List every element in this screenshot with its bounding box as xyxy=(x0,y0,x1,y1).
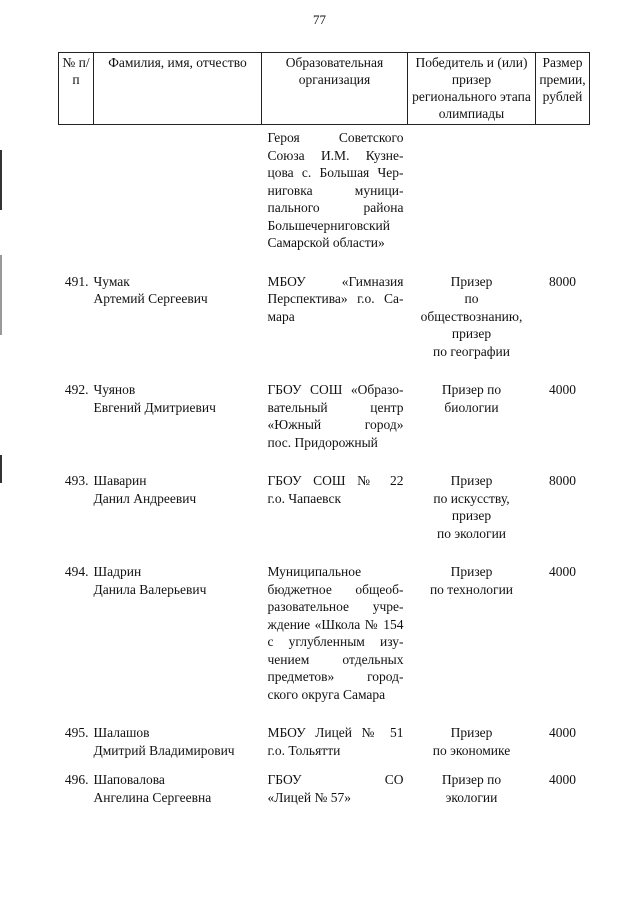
org-line: Героя Советского xyxy=(267,130,404,145)
header-number: № п/п xyxy=(59,53,94,125)
full-name-cell xyxy=(94,381,262,472)
org-line: цова с. Большая Чер- xyxy=(267,165,404,180)
winner-line: Призер по xyxy=(441,382,502,397)
org-line: г.о. Чапаевск xyxy=(267,490,342,506)
table-row xyxy=(59,771,590,827)
full-name-cell xyxy=(94,771,262,827)
table-row xyxy=(59,381,590,472)
organization-cell xyxy=(262,771,408,827)
org-line: Союза И.М. Кузне- xyxy=(267,147,404,163)
full-name-cell xyxy=(94,472,262,563)
org-line: г.о. Тольятти xyxy=(267,742,341,758)
row-number: 495. xyxy=(64,725,89,740)
prize-amount: 4000 xyxy=(549,382,576,397)
org-line: мара xyxy=(267,308,295,324)
winner-line: по экологии xyxy=(436,525,507,541)
org-line: МБОУ «Гимназия xyxy=(267,273,404,289)
org-line: ниговка муници- xyxy=(267,182,404,198)
table-row xyxy=(59,273,590,382)
winner-status-cell xyxy=(408,381,536,472)
org-line: ГБОУ СОШ № 22 xyxy=(267,473,404,488)
page-number: 77 xyxy=(313,12,326,27)
winner-line: экологии xyxy=(445,789,498,805)
winner-line: по технологии xyxy=(429,581,514,597)
winner-line: биологии xyxy=(444,399,499,415)
first-and-patronymic: Евгений Дмитриевич xyxy=(93,399,216,415)
scan-edge-mark-bottom xyxy=(0,455,2,483)
winner-status-cell xyxy=(408,771,536,827)
continuation-organization xyxy=(262,125,408,273)
winner-line: по xyxy=(464,291,479,306)
last-name: Шадрин xyxy=(93,564,142,579)
scan-edge-mark-top xyxy=(0,150,2,210)
organization-cell xyxy=(262,381,408,472)
org-line: бюджетное общеоб- xyxy=(267,581,404,597)
first-and-patronymic: Ангелина Сергеевна xyxy=(93,789,212,805)
last-name: Чумак xyxy=(93,273,130,289)
table-row xyxy=(59,472,590,563)
organization-cell xyxy=(262,273,408,382)
last-name: Чуянов xyxy=(93,382,136,397)
header-full-name: Фамилия, имя, отчество xyxy=(94,53,262,125)
winner-line: Призер xyxy=(450,725,493,740)
org-line: ского округа Самара xyxy=(267,686,386,702)
org-line: «Южный город» xyxy=(267,417,404,432)
winner-line: обществознанию, xyxy=(420,308,523,324)
winner-status-cell xyxy=(408,273,536,382)
row-number: 494. xyxy=(64,564,89,579)
header-organization: Образовательная организация xyxy=(262,53,408,125)
first-and-patronymic: Данил Андреевич xyxy=(93,490,197,506)
winner-line: призер xyxy=(451,508,492,523)
org-line: ждение «Школа № 154 xyxy=(267,616,404,632)
last-name: Шаварин xyxy=(93,473,147,488)
prize-amount: 4000 xyxy=(549,772,576,787)
winner-status-cell xyxy=(408,563,536,724)
row-number: 491. xyxy=(64,273,89,289)
first-and-patronymic: Данила Валерьевич xyxy=(93,581,207,597)
full-name-cell xyxy=(94,563,262,724)
row-number: 493. xyxy=(64,473,89,488)
winner-line: призер xyxy=(451,326,492,341)
full-name-cell xyxy=(94,724,262,771)
org-line: чением отдельных xyxy=(267,651,404,667)
row-number: 496. xyxy=(64,772,89,787)
last-name: Шаповалова xyxy=(93,772,165,787)
prize-amount: 4000 xyxy=(549,725,576,740)
org-line: ГБОУ СОШ «Образо- xyxy=(267,382,404,397)
awards-table xyxy=(58,52,590,827)
winner-line: по экономике xyxy=(432,742,511,758)
winner-line: Призер по xyxy=(441,772,502,787)
prize-amount: 8000 xyxy=(549,473,576,488)
prize-amount: 4000 xyxy=(549,564,576,579)
winner-line: по географии xyxy=(433,343,510,359)
org-line: ГБОУ СО xyxy=(267,772,404,787)
org-line: с углубленным изу- xyxy=(267,634,404,649)
last-name: Шалашов xyxy=(93,725,150,740)
header-winner-status: Победитель и (или) призер регионального этапа олимпиады xyxy=(408,53,536,125)
org-line: Самарской области» xyxy=(267,235,385,250)
winner-status-cell xyxy=(408,724,536,771)
org-line: пального района xyxy=(267,200,404,215)
table-row xyxy=(59,724,590,771)
org-line: Перспектива» г.о. Са- xyxy=(267,291,404,306)
continuation-row xyxy=(59,125,590,273)
org-line: пос. Придорожный xyxy=(267,434,378,450)
header-prize-amount: Размер премии, рублей xyxy=(536,53,590,125)
table-row xyxy=(59,563,590,724)
winner-line: Призер xyxy=(450,564,493,579)
winner-line: Призер xyxy=(450,273,493,289)
org-line: МБОУ Лицей № 51 xyxy=(267,725,404,740)
winner-line: по искусству, xyxy=(433,490,510,506)
winner-line: Призер xyxy=(450,473,493,488)
org-line: предметов» город- xyxy=(267,669,404,684)
organization-cell xyxy=(262,724,408,771)
prize-amount: 8000 xyxy=(549,273,576,289)
organization-cell xyxy=(262,563,408,724)
scan-edge-mark-middle xyxy=(0,255,2,335)
org-line: Большечерниговский xyxy=(267,217,390,233)
first-and-patronymic: Артемий Сергеевич xyxy=(93,291,208,306)
full-name-cell xyxy=(94,273,262,382)
organization-cell xyxy=(262,472,408,563)
org-line: вательный центр xyxy=(267,399,404,415)
first-and-patronymic: Дмитрий Владимирович xyxy=(93,742,235,758)
org-line: разовательное учре- xyxy=(267,599,404,614)
org-line: Муниципальное xyxy=(267,564,362,579)
org-line: «Лицей № 57» xyxy=(267,789,351,805)
table-header-row xyxy=(59,53,590,125)
winner-status-cell xyxy=(408,472,536,563)
row-number: 492. xyxy=(64,382,89,397)
